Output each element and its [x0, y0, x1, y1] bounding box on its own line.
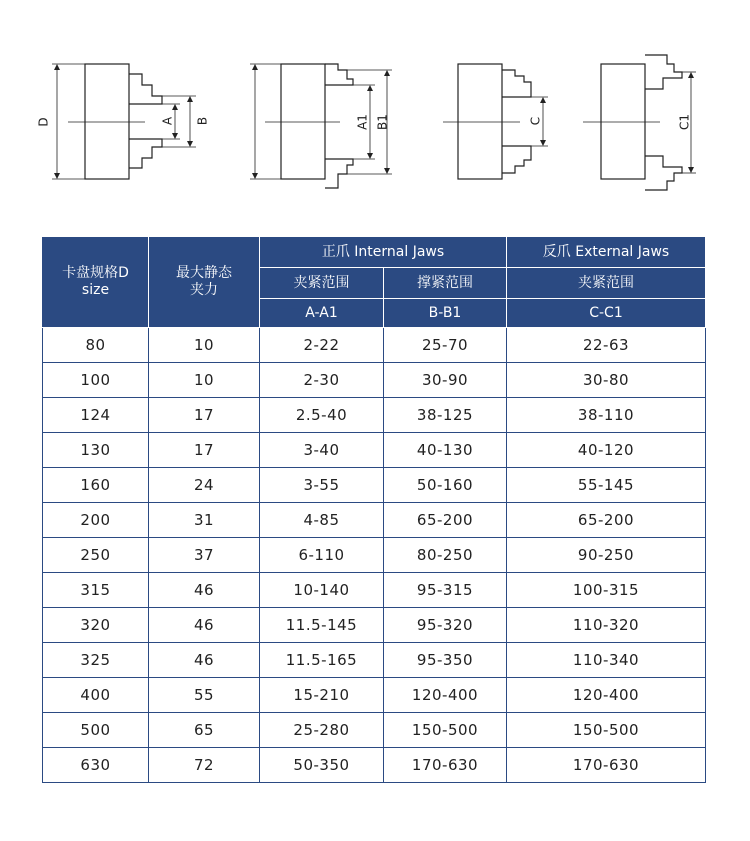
cell-force: 72: [149, 748, 260, 783]
cell-support-b: 65-200: [384, 503, 507, 538]
cell-clamp-c: 100-315: [507, 573, 706, 608]
cell-force: 17: [149, 398, 260, 433]
table-row: [43, 398, 706, 433]
dim-label-d: D: [36, 117, 51, 127]
cell-clamp-c: 30-80: [507, 363, 706, 398]
cell-size: 400: [43, 678, 149, 713]
dim-label-c: C: [528, 116, 543, 126]
table-body: [43, 328, 706, 783]
cell-support-b: 95-315: [384, 573, 507, 608]
cell-clamp-c: 120-400: [507, 678, 706, 713]
cell-size: 160: [43, 468, 149, 503]
cell-support-b: 25-70: [384, 328, 507, 363]
dim-label-a1: A1: [355, 114, 370, 130]
cell-clamp-c: 150-500: [507, 713, 706, 748]
cell-support-b: 150-500: [384, 713, 507, 748]
cell-clamp-c: 170-630: [507, 748, 706, 783]
cell-size: 315: [43, 573, 149, 608]
cell-support-b: 30-90: [384, 363, 507, 398]
cell-clamp-c: 65-200: [507, 503, 706, 538]
header-max-static-force-line2: 夹力: [190, 282, 218, 298]
cell-clamp-a: 25-280: [260, 713, 384, 748]
cell-clamp-a: 3-40: [260, 433, 384, 468]
table-row: [43, 328, 706, 363]
cell-size: 500: [43, 713, 149, 748]
table-row: [43, 433, 706, 468]
header-code-a: A-A1: [260, 299, 384, 328]
cell-clamp-a: 11.5-165: [260, 643, 384, 678]
cell-support-b: 80-250: [384, 538, 507, 573]
diagram-internal-jaws-support: [250, 64, 392, 188]
cell-support-b: 95-320: [384, 608, 507, 643]
chuck-spec-table: [42, 236, 706, 783]
cell-size: 80: [43, 328, 149, 363]
header-chuck-size-en: size: [81, 282, 110, 298]
cell-clamp-a: 3-55: [260, 468, 384, 503]
cell-clamp-a: 2-30: [260, 363, 384, 398]
chuck-jaw-diagrams: [0, 0, 750, 215]
table-row: [43, 748, 706, 783]
cell-size: 630: [43, 748, 149, 783]
cell-size: 200: [43, 503, 149, 538]
header-chuck-size-cn: 卡盘规格D: [62, 265, 129, 281]
cell-size: 320: [43, 608, 149, 643]
cell-support-b: 50-160: [384, 468, 507, 503]
cell-clamp-c: 90-250: [507, 538, 706, 573]
cell-support-b: 95-350: [384, 643, 507, 678]
table-header: [43, 237, 706, 328]
table-row: [43, 503, 706, 538]
cell-force: 37: [149, 538, 260, 573]
header-code-c: C-C1: [507, 299, 706, 328]
table-row: [43, 643, 706, 678]
cell-force: 17: [149, 433, 260, 468]
header-clamp-range-internal: 夹紧范围: [260, 268, 384, 299]
table-row: [43, 678, 706, 713]
dim-label-a: A: [160, 116, 175, 126]
table-row: [43, 363, 706, 398]
cell-clamp-c: 110-340: [507, 643, 706, 678]
cell-clamp-c: 55-145: [507, 468, 706, 503]
cell-clamp-a: 10-140: [260, 573, 384, 608]
cell-support-b: 40-130: [384, 433, 507, 468]
cell-clamp-c: 110-320: [507, 608, 706, 643]
cell-clamp-c: 22-63: [507, 328, 706, 363]
dim-label-c1: C1: [677, 113, 692, 131]
cell-clamp-a: 6-110: [260, 538, 384, 573]
header-max-static-force-line1: 最大静态: [176, 265, 232, 281]
cell-force: 24: [149, 468, 260, 503]
cell-clamp-a: 4-85: [260, 503, 384, 538]
table-row: [43, 713, 706, 748]
cell-support-b: 38-125: [384, 398, 507, 433]
header-max-static-force: [149, 237, 260, 328]
header-internal-jaws: 正爪 Internal Jaws: [260, 237, 507, 268]
cell-force: 46: [149, 573, 260, 608]
cell-size: 124: [43, 398, 149, 433]
cell-support-b: 170-630: [384, 748, 507, 783]
cell-support-b: 120-400: [384, 678, 507, 713]
table-row: [43, 573, 706, 608]
cell-force: 10: [149, 363, 260, 398]
cell-size: 130: [43, 433, 149, 468]
header-chuck-size: [43, 237, 149, 328]
header-support-range: 撑紧范围: [384, 268, 507, 299]
cell-size: 100: [43, 363, 149, 398]
dim-label-b1: B1: [375, 114, 390, 130]
cell-clamp-a: 50-350: [260, 748, 384, 783]
table-row: [43, 608, 706, 643]
cell-clamp-c: 38-110: [507, 398, 706, 433]
cell-clamp-a: 11.5-145: [260, 608, 384, 643]
header-external-jaws: 反爪 External Jaws: [507, 237, 706, 268]
cell-force: 46: [149, 608, 260, 643]
cell-force: 10: [149, 328, 260, 363]
table-row: [43, 468, 706, 503]
cell-force: 31: [149, 503, 260, 538]
cell-size: 250: [43, 538, 149, 573]
cell-clamp-a: 2-22: [260, 328, 384, 363]
cell-force: 65: [149, 713, 260, 748]
dim-label-b: B: [195, 116, 210, 126]
cell-clamp-a: 15-210: [260, 678, 384, 713]
cell-size: 325: [43, 643, 149, 678]
cell-force: 55: [149, 678, 260, 713]
cell-clamp-c: 40-120: [507, 433, 706, 468]
header-clamp-range-external: 夹紧范围: [507, 268, 706, 299]
table-row: [43, 538, 706, 573]
cell-force: 46: [149, 643, 260, 678]
cell-clamp-a: 2.5-40: [260, 398, 384, 433]
header-code-b: B-B1: [384, 299, 507, 328]
